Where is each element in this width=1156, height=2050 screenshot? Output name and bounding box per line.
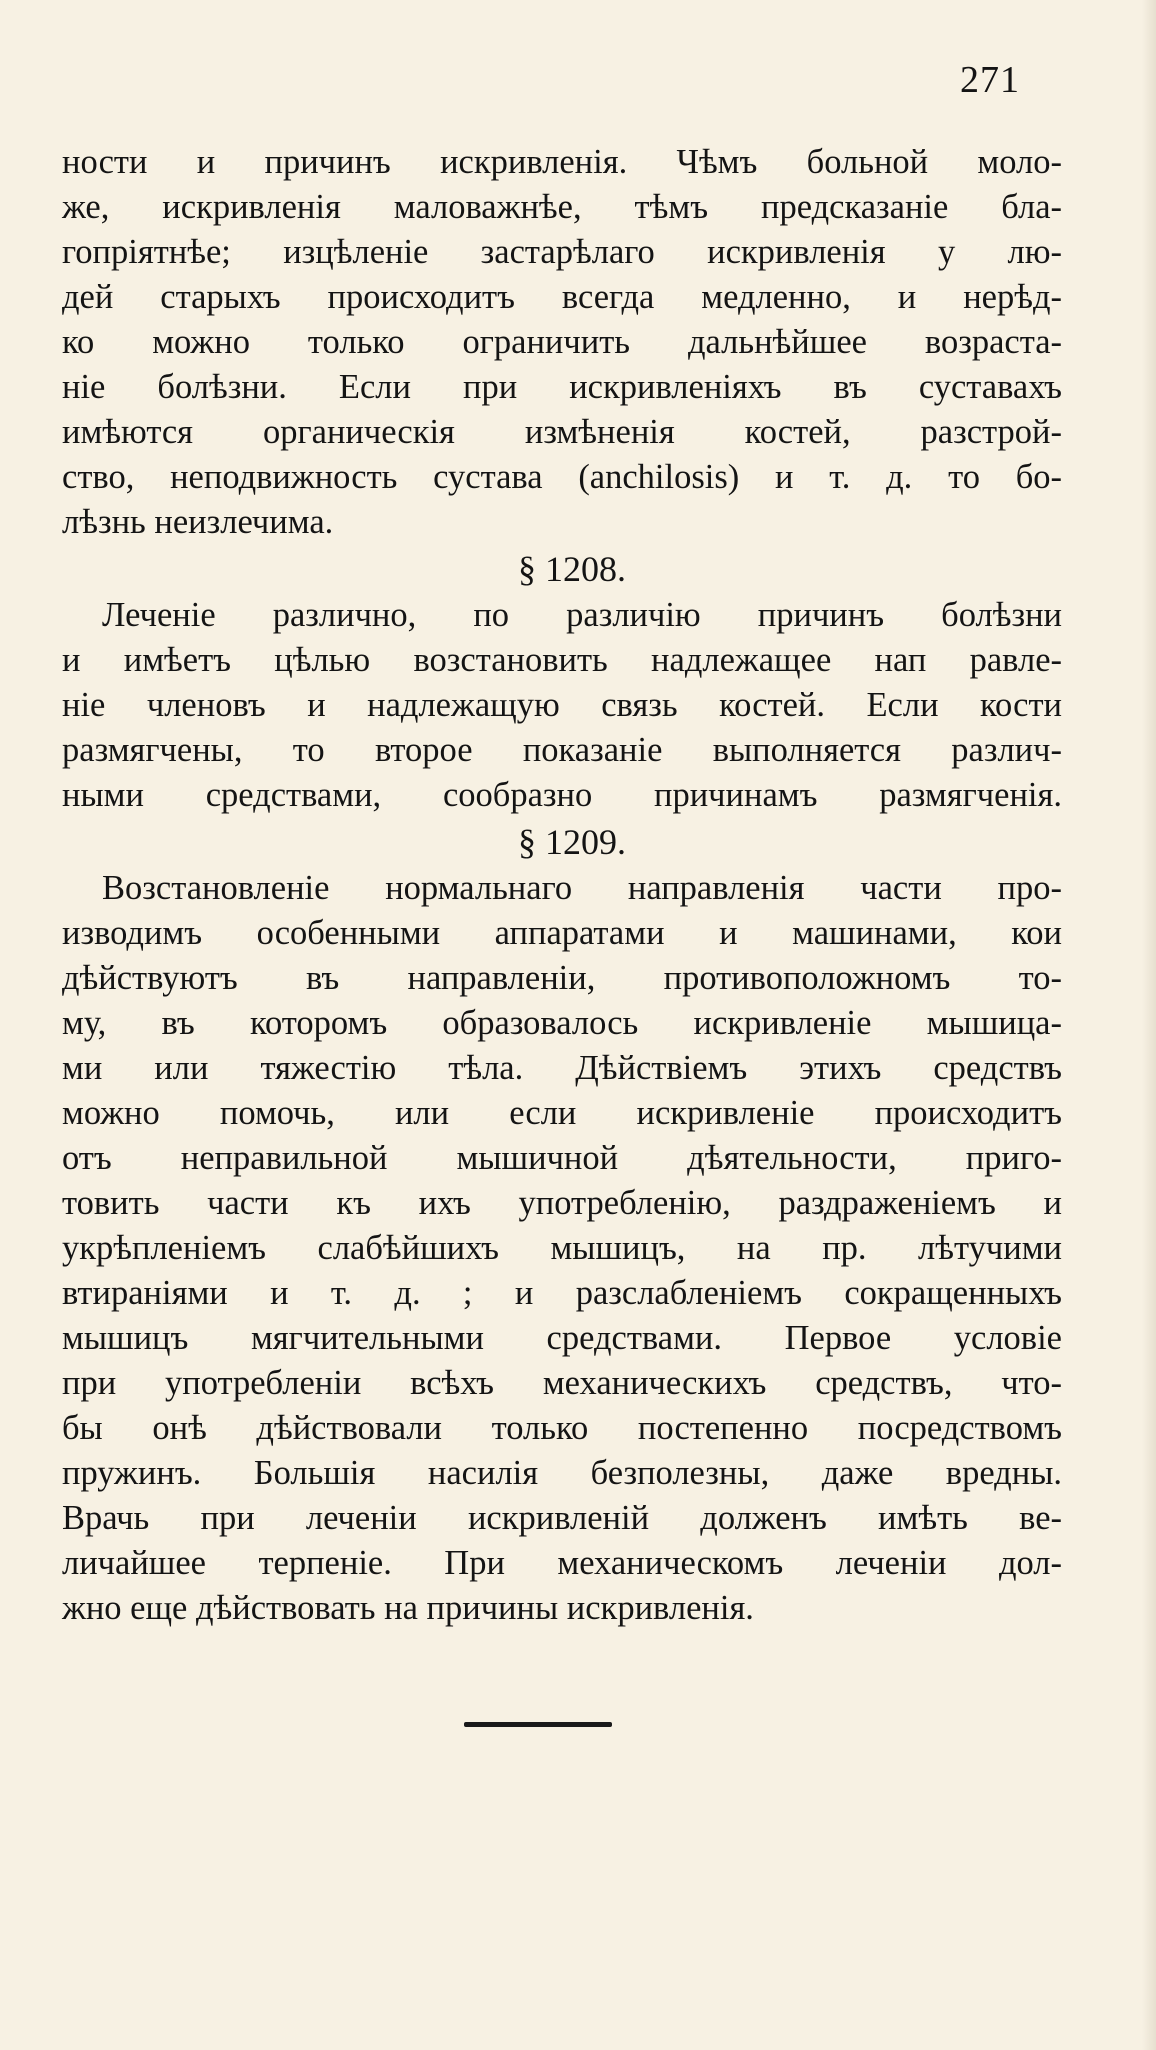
section-heading-1209: § 1209. <box>518 822 626 862</box>
section-heading-1208: § 1208. <box>518 549 626 589</box>
text-line: ніе членовъ и надлежащую связь костей. Если кости <box>62 686 1062 724</box>
text-line: имѣются органическія измѣненія костей, разстрой- <box>62 413 1062 451</box>
text-line: Леченіе различно, по различію причинъ болѣзни <box>102 596 1062 634</box>
page-number: 271 <box>960 59 1020 101</box>
text-line: личайшее терпеніе. При механическомъ леченіи дол- <box>62 1544 1062 1582</box>
text-line: ми или тяжестію тѣла. Дѣйствіемъ этихъ средствъ <box>62 1049 1062 1087</box>
text-line: ными средствами, сообразно причинамъ размягченія. <box>62 776 1062 814</box>
text-line: дѣйствуютъ въ направленіи, противоположномъ то- <box>62 959 1062 997</box>
text-line: же, искривленія маловажнѣе, тѣмъ предсказаніе бла- <box>62 188 1062 226</box>
text-line: при употребленіи всѣхъ механическихъ средствъ, что- <box>62 1364 1062 1402</box>
text-line: Врачь при леченіи искривленій долженъ имѣть ве- <box>62 1499 1062 1537</box>
text-line: ніе болѣзни. Если при искривленіяхъ въ суставахъ <box>62 368 1062 406</box>
paragraph-1 <box>62 140 1062 545</box>
text-line: отъ неправильной мышичной дѣятельности, приго- <box>62 1139 1062 1177</box>
text-line: Возстановленіе нормальнаго направленія части про- <box>102 869 1062 907</box>
paragraph-3 <box>62 866 1062 1631</box>
text-line: бы онѣ дѣйствовали только постепенно посредствомъ <box>62 1409 1062 1447</box>
text-line: мышицъ мягчительными средствами. Первое условіе <box>62 1319 1062 1357</box>
text-line: изводимъ особенными аппаратами и машинами, кои <box>62 914 1062 952</box>
text-line: втираніями и т. д. ; и разслабленіемъ сокращенныхъ <box>62 1274 1062 1312</box>
page-body <box>62 140 1062 1631</box>
text-line: пружинъ. Большія насилія безполезны, даже вредны. <box>62 1454 1062 1492</box>
page-edge-shadow <box>1142 0 1156 2050</box>
text-line: размягчены, то второе показаніе выполняется различ- <box>62 731 1062 769</box>
text-line: ности и причинъ искривленія. Чѣмъ больной моло- <box>62 143 1062 181</box>
text-line: и имѣетъ цѣлью возстановить надлежащее нап равле- <box>62 641 1062 679</box>
text-line: ко можно только ограничить дальнѣйшее возраста- <box>62 323 1062 361</box>
text-line: жно еще дѣйствовать на причины искривленія. <box>62 1589 754 1627</box>
text-line: ство, неподвижность сустава (anchilosis) и т. д. то бо- <box>62 458 1062 496</box>
text-line: гопріятнѣе; изцѣленіе застарѣлаго искривленія у лю- <box>62 233 1062 271</box>
text-line: можно помочь, или если искривленіе происходитъ <box>62 1094 1062 1132</box>
text-line: лѣзнь неизлечима. <box>62 503 334 541</box>
text-line: укрѣпленіемъ слабѣйшихъ мышицъ, на пр. лѣтучими <box>62 1229 1062 1267</box>
end-rule <box>464 1722 612 1727</box>
text-line: дей старыхъ происходитъ всегда медленно, и нерѣд- <box>62 278 1062 316</box>
text-line: му, въ которомъ образовалось искривленіе мышица- <box>62 1004 1062 1042</box>
text-line: товить части къ ихъ употребленію, раздраженіемъ и <box>62 1184 1062 1222</box>
paragraph-2 <box>62 593 1062 818</box>
